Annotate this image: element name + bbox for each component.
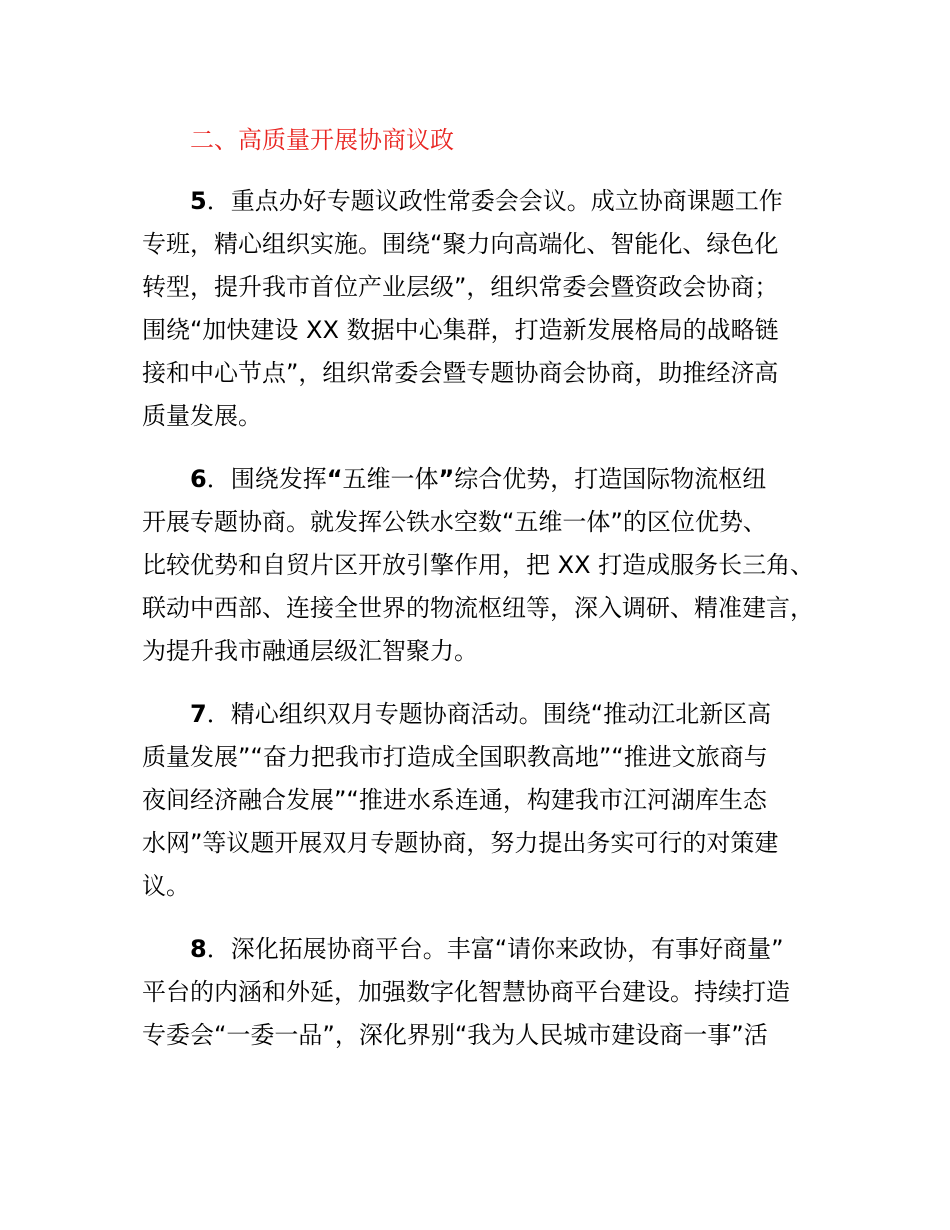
section-heading: 二、高质量开展协商议政 xyxy=(190,126,454,154)
paragraph-7 xyxy=(142,693,842,908)
paragraph-line: 为提升我市融通层级汇智聚力。 xyxy=(142,637,478,665)
paragraph-line: 联动中西部、连接全世界的物流枢纽等，深入调研、精准建言， xyxy=(142,594,814,622)
line-text: ．重点办好专题议政性常委会会议。成立协商课题工作 xyxy=(206,187,783,215)
paragraph-line: 平台的内涵和外延，加强数字化智慧协商平台建设。持续打造 xyxy=(142,978,790,1006)
bold-quote-open: “ xyxy=(326,465,343,493)
paragraph-6 xyxy=(142,458,842,673)
paragraph-line: 议。 xyxy=(142,872,190,900)
item-number: 7 xyxy=(190,700,207,728)
item-number: 6 xyxy=(190,465,207,493)
line-text: ．围绕发挥 xyxy=(206,465,327,493)
paragraph-line: 开展专题协商。就发挥公铁水空数“五维一体”的区位优势、 xyxy=(142,508,767,536)
paragraph-line: 围绕“加快建设 XX 数据中心集群，打造新发展格局的战略链 xyxy=(142,316,779,344)
paragraph-line: 夜间经济融合发展”“推进水系连通，构建我市江河湖库生态 xyxy=(142,786,767,814)
paragraph-line: 质量发展”“奋力把我市打造成全国职教高地”“推进文旅商与 xyxy=(142,743,768,771)
paragraph-line: 转型，提升我市首位产业层级”，组织常委会暨资政会协商； xyxy=(142,273,779,301)
line-text: ．深化拓展协商平台。丰富“请你来政协，有事好商量” xyxy=(206,935,784,963)
paragraph-line xyxy=(142,928,842,971)
paragraph-line: 专班，精心组织实施。围绕“聚力向高端化、智能化、绿色化 xyxy=(142,230,779,258)
line-text: 综合优势，打造国际物流枢纽 xyxy=(454,465,767,493)
item-number: 5 xyxy=(190,187,207,215)
paragraph-8 xyxy=(142,928,842,1057)
paragraph-line: 水网”等议题开展双月专题协商，努力提出务实可行的对策建 xyxy=(142,829,779,857)
bold-quote-close: ” xyxy=(438,465,455,493)
paragraph-line xyxy=(142,693,842,736)
paragraph-line: 质量发展。 xyxy=(142,402,262,430)
line-text: ．精心组织双月专题协商活动。围绕“推动江北新区高 xyxy=(206,700,772,728)
paragraph-line: 比较优势和自贸片区开放引擎作用，把 XX 打造成服务长三角、 xyxy=(142,551,815,579)
item-number: 8 xyxy=(190,935,207,963)
paragraph-5 xyxy=(142,180,842,438)
line-text: 五维一体 xyxy=(342,465,439,493)
paragraph-line: 接和中心节点”，组织常委会暨专题协商会协商，助推经济高 xyxy=(142,359,779,387)
paragraph-line xyxy=(142,180,842,223)
paragraph-line xyxy=(142,458,842,501)
paragraph-line: 专委会“一委一品”，深化界别“我为人民城市建设商一事”活 xyxy=(142,1021,768,1049)
